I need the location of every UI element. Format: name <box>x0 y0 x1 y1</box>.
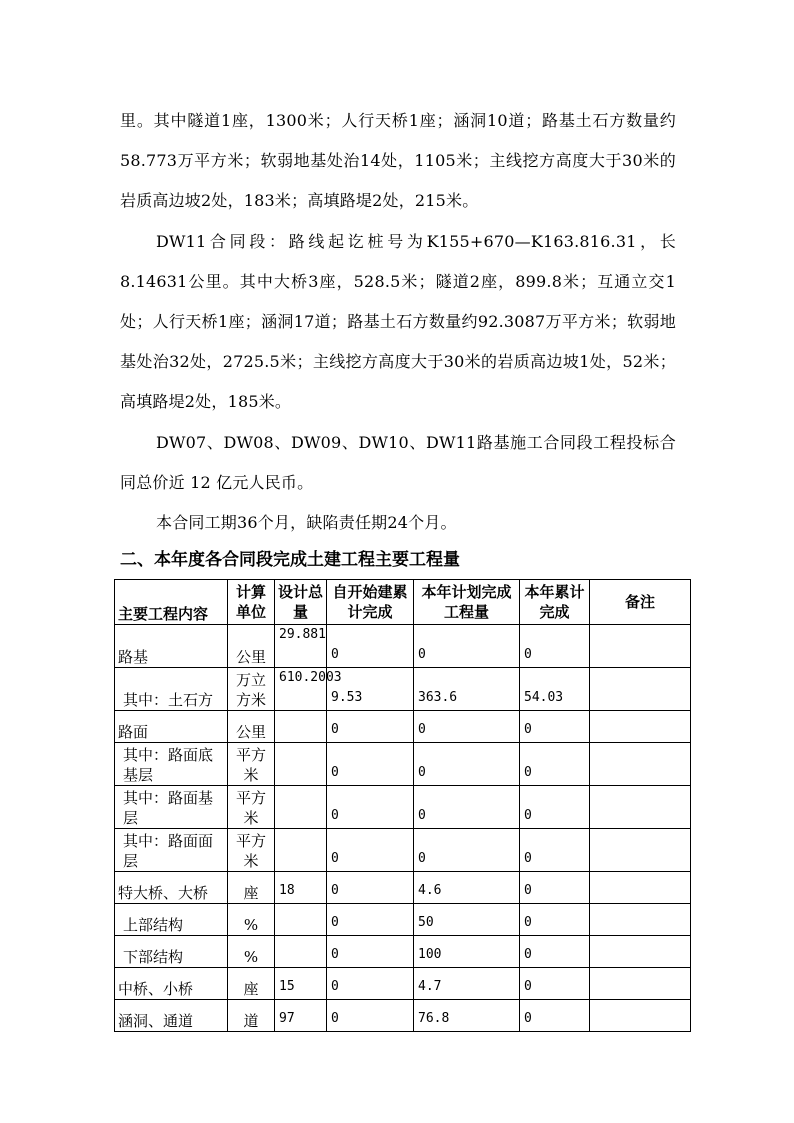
table-cell <box>275 829 327 872</box>
table-row <box>115 968 691 1000</box>
table-cell: 0 <box>520 743 590 786</box>
table-cell: 上部结构 <box>115 904 228 936</box>
table-header-row <box>115 580 691 625</box>
table-cell: 路面 <box>115 711 228 743</box>
table-row <box>115 829 691 872</box>
table-cell: 29.881 <box>275 625 327 668</box>
table-cell: 0 <box>327 743 414 786</box>
header-cell: 设计总量 <box>275 580 327 625</box>
table-cell: 0 <box>414 711 520 743</box>
table-cell: 0 <box>327 1000 414 1032</box>
paragraph-contract-period: 本合同工期36个月，缺陷责任期24个月。 <box>156 513 457 532</box>
table-cell: 座 <box>228 968 275 1000</box>
header-cell: 本年计划完成工程量 <box>414 580 520 625</box>
table-cell <box>275 936 327 968</box>
header-cell: 计算单位 <box>228 580 275 625</box>
table-cell: 0 <box>520 786 590 829</box>
table-cell: 0 <box>327 936 414 968</box>
table-cell: 座 <box>228 872 275 904</box>
header-cell: 主要工程内容 <box>115 580 228 625</box>
table-cell <box>275 743 327 786</box>
table-cell: 100 <box>414 936 520 968</box>
table-cell: 54.03 <box>520 668 590 711</box>
table-cell <box>590 936 691 968</box>
table-cell: 0 <box>414 743 520 786</box>
paragraph-dw10-continued: 里。其中隧道1座，1300米；人行天桥1座；涵洞10道；路基土石方数量约58.773万平方米；软弱地基处治14处，1105米；主线挖方高度大于30米的岩质高边坡2处，183米；高填路堤2处，215米。 <box>120 111 676 210</box>
header-cell: 自开始建累计完成 <box>327 580 414 625</box>
table-cell <box>590 968 691 1000</box>
works-quantity-table <box>114 579 691 1032</box>
section-title: 二、本年度各合同段完成土建工程主要工程量 <box>120 550 460 570</box>
table-cell: 0 <box>327 711 414 743</box>
table-row <box>115 904 691 936</box>
table-cell: 其中：土石方 <box>115 668 228 711</box>
table-cell: 0 <box>520 1000 590 1032</box>
table-cell: 0 <box>414 829 520 872</box>
table-cell: 平方米 <box>228 829 275 872</box>
table-cell: 0 <box>327 786 414 829</box>
table-row <box>115 743 691 786</box>
table-cell: 路基 <box>115 625 228 668</box>
table-cell: 363.6 <box>414 668 520 711</box>
table-cell: 0 <box>520 904 590 936</box>
table-cell: 76.8 <box>414 1000 520 1032</box>
table-cell <box>590 786 691 829</box>
table-cell: 4.7 <box>414 968 520 1000</box>
table-cell: 97 <box>275 1000 327 1032</box>
header-cell: 本年累计完成 <box>520 580 590 625</box>
table-row <box>115 711 691 743</box>
table-cell: 0 <box>414 786 520 829</box>
table-cell: % <box>228 904 275 936</box>
table-cell: 公里 <box>228 625 275 668</box>
table-cell <box>275 786 327 829</box>
table-cell: 平方米 <box>228 786 275 829</box>
table-row <box>115 786 691 829</box>
table-cell: 中桥、小桥 <box>115 968 228 1000</box>
header-cell: 备注 <box>590 580 691 625</box>
table-row <box>115 625 691 668</box>
table-cell: 0 <box>520 625 590 668</box>
table-cell <box>590 711 691 743</box>
table-cell: 50 <box>414 904 520 936</box>
table-cell: 0 <box>520 711 590 743</box>
table-cell: 0 <box>327 904 414 936</box>
table-cell: 平方米 <box>228 743 275 786</box>
table-cell: 0 <box>520 936 590 968</box>
table-cell: 公里 <box>228 711 275 743</box>
table-cell: 特大桥、大桥 <box>115 872 228 904</box>
table-row <box>115 1000 691 1032</box>
table-cell: 道 <box>228 1000 275 1032</box>
table-cell: 15 <box>275 968 327 1000</box>
table-cell <box>590 829 691 872</box>
table-cell <box>590 625 691 668</box>
table-cell: 610.2003 <box>275 668 327 711</box>
table-cell: 下部结构 <box>115 936 228 968</box>
paragraph-contract-price: DW07、DW08、DW09、DW10、DW11路基施工合同段工程投标合同总价近 12 亿元人民币。 <box>120 433 676 492</box>
table-cell: 其中：路面基层 <box>115 786 228 829</box>
table-cell: 0 <box>327 625 414 668</box>
table-cell <box>590 904 691 936</box>
table-cell: 9.53 <box>327 668 414 711</box>
table-cell: % <box>228 936 275 968</box>
table-cell: 0 <box>520 872 590 904</box>
table-cell: 其中：路面面层 <box>115 829 228 872</box>
table-cell <box>590 872 691 904</box>
table-cell: 18 <box>275 872 327 904</box>
table-cell: 0 <box>520 968 590 1000</box>
table-row <box>115 872 691 904</box>
table-cell <box>590 1000 691 1032</box>
table-cell: 0 <box>327 968 414 1000</box>
table-cell: 0 <box>414 625 520 668</box>
table-cell <box>275 904 327 936</box>
table-cell: 其中：路面底基层 <box>115 743 228 786</box>
paragraph-dw11: DW11合同段：路线起讫桩号为K155+670—K163.816.31，长8.14631公里。其中大桥3座，528.5米；隧道2座，899.8米；互通立交1处；人行天桥1座；涵洞17道；路基土石方数量约92.3087万平方米；软弱地基处治32处，2725.5米；主线挖方高度大于30米的岩质高边坡1处，52米；高填路堤2处，185米。 <box>120 232 676 411</box>
table-cell: 4.6 <box>414 872 520 904</box>
table-cell: 0 <box>327 829 414 872</box>
table-cell <box>590 668 691 711</box>
table-cell: 0 <box>520 829 590 872</box>
table-row <box>115 668 691 711</box>
table-cell <box>275 711 327 743</box>
table-cell: 万立方米 <box>228 668 275 711</box>
table-cell <box>590 743 691 786</box>
table-row <box>115 936 691 968</box>
table-cell: 0 <box>327 872 414 904</box>
table-cell: 涵洞、通道 <box>115 1000 228 1032</box>
